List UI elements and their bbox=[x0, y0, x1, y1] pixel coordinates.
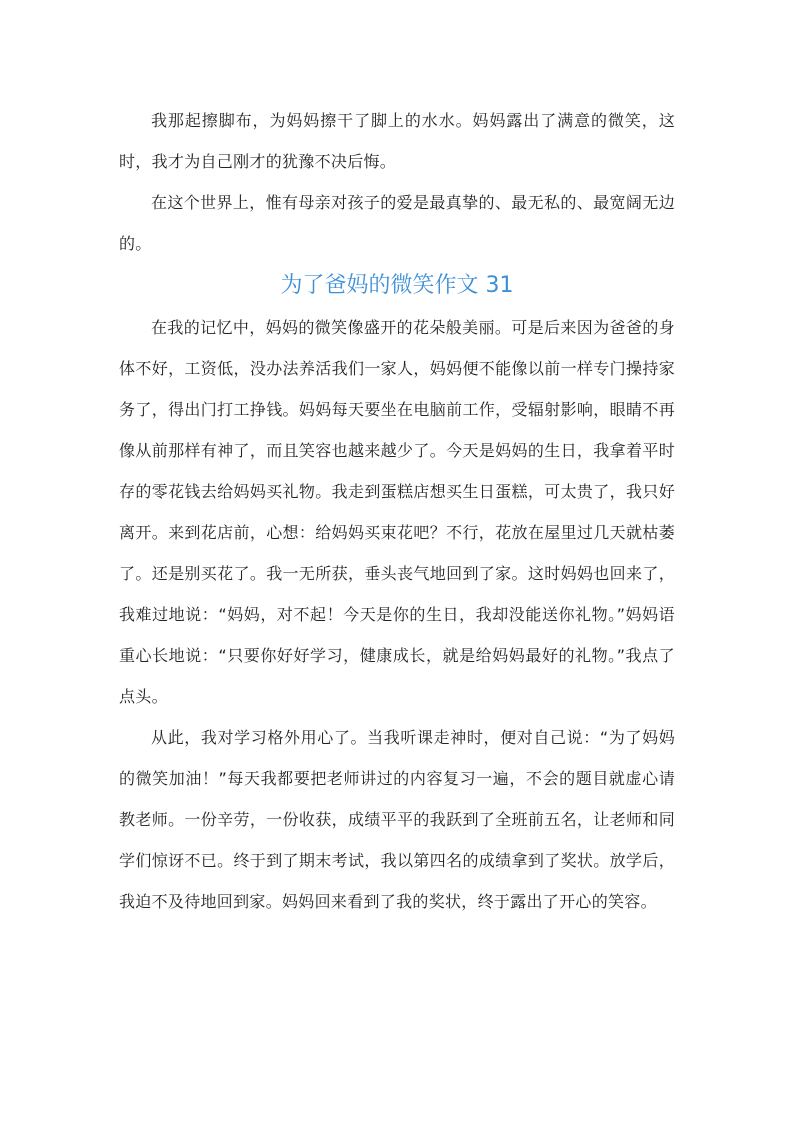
paragraph-mothers-love: 在这个世界上，惟有母亲对孩子的爱是最真挚的、最无私的、最宽阔无边的。 bbox=[119, 193, 675, 253]
essay-heading: 为了爸妈的微笑作文 31 bbox=[280, 273, 514, 298]
paragraph-study-hard: 从此，我对学习格外用心了。当我听课走神时，便对自己说：“为了妈妈的微笑加油！”每天我都要把老师讲过的内容复习一遍，不会的题目就虚心请教老师。一份辛劳，一份收获，成绩平平的我跃到了全班前五名，让老师和同学们惊讶不已。终于到了期末考试，我以第四名的成绩拿到了奖状。放学后，我迫不及待地回到家。妈妈回来看到了我的奖状，终于露出了开心的笑容。 bbox=[119, 728, 675, 911]
paragraph-washing-feet: 我那起擦脚布，为妈妈擦干了脚上的水水。妈妈露出了满意的微笑，这时，我才为自己刚才的犹豫不决后悔。 bbox=[119, 111, 675, 171]
paragraph-birthday-story: 在我的记忆中，妈妈的微笑像盛开的花朵般美丽。可是后来因为爸爸的身体不好，工资低，没办法养活我们一家人，妈妈便不能像以前一样专门操持家务了，得出门打工挣钱。妈妈每天要坐在电脑前工作，受辐射影响，眼睛不再像从前那样有神了，而且笑容也越来越少了。今天是妈妈的生日，我拿着平时存的零花钱去给妈妈买礼物。我走到蛋糕店想买生日蛋糕，可太贵了，我只好离开。来到花店前，心想：给妈妈买束花吧？不行，花放在屋里过几天就枯萎了。还是别买花了。我一无所获，垂头丧气地回到了家。这时妈妈也回来了，我难过地说：“妈妈，对不起！今天是你的生日，我却没能送你礼物。”妈妈语重心长地说：“只要你好好学习，健康成长，就是给妈妈最好的礼物。”我点了点头。 bbox=[119, 318, 675, 706]
document-body bbox=[119, 100, 675, 922]
